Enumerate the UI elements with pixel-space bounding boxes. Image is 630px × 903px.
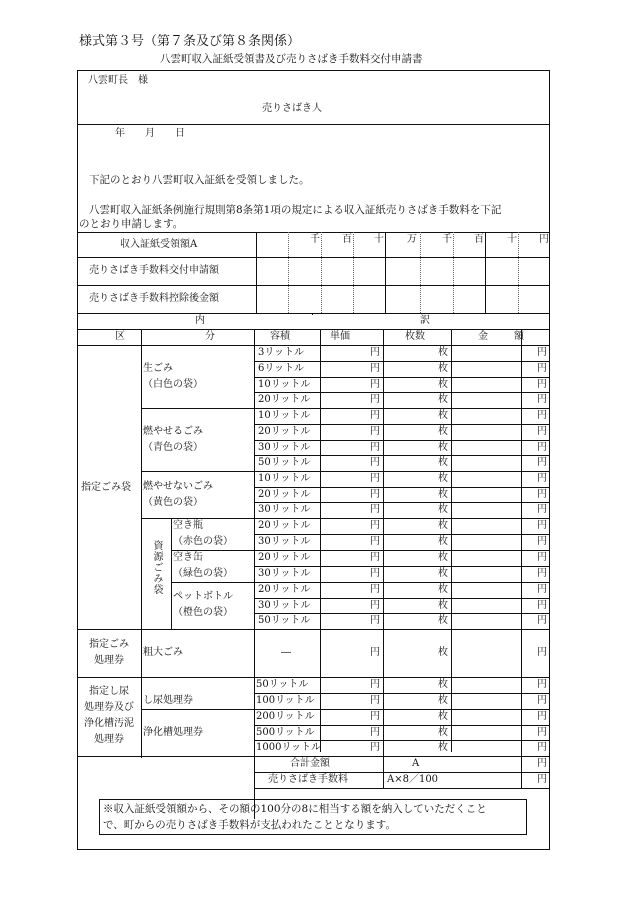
mai-unit: 枚 bbox=[438, 647, 448, 658]
capacity-cell: 10リットル bbox=[258, 410, 311, 421]
yen-unit: 円 bbox=[370, 457, 380, 468]
group-label: （緑色の袋） bbox=[173, 568, 233, 579]
group-label: （黄色の袋） bbox=[143, 497, 203, 508]
mai-unit: 枚 bbox=[438, 442, 448, 453]
ticket-capacity-cell: 50リットル bbox=[256, 679, 309, 690]
mai-unit: 枚 bbox=[438, 615, 448, 626]
yen-unit: 円 bbox=[370, 600, 380, 611]
yen-unit: 円 bbox=[537, 426, 547, 437]
yen-unit: 円 bbox=[537, 600, 547, 611]
mai-unit: 枚 bbox=[438, 347, 448, 358]
ticket-capacity-cell: 500リットル bbox=[256, 727, 315, 738]
capacity-cell: 3リットル bbox=[258, 347, 304, 358]
mai-unit: 枚 bbox=[438, 536, 448, 547]
yen-unit: 円 bbox=[370, 504, 380, 515]
yen-unit: 円 bbox=[370, 379, 380, 390]
yen-unit: 円 bbox=[370, 363, 380, 374]
mai-unit: 枚 bbox=[438, 394, 448, 405]
form-number: 様式第３号（第７条及び第８条関係） bbox=[79, 34, 301, 49]
total-mark: A bbox=[412, 758, 420, 769]
date-line: 年 月 日 bbox=[115, 128, 185, 139]
yen-unit: 円 bbox=[537, 774, 547, 785]
yen-unit: 円 bbox=[537, 758, 547, 769]
ticket-capacity-cell: 1000リットル bbox=[256, 742, 322, 753]
dash: ― bbox=[281, 647, 291, 658]
yen-unit: 円 bbox=[537, 347, 547, 358]
yen-unit: 円 bbox=[370, 647, 380, 658]
mai-unit: 枚 bbox=[438, 711, 448, 722]
capacity-cell: 30リットル bbox=[258, 504, 311, 515]
shigen-label: 資源ごみ袋 bbox=[151, 540, 162, 595]
capacity-cell: 30リットル bbox=[258, 568, 311, 579]
yen-unit: 円 bbox=[537, 727, 547, 738]
yen-unit: 円 bbox=[537, 615, 547, 626]
ticket-capacity-cell: 100リットル bbox=[256, 695, 315, 706]
capacity-cell: 30リットル bbox=[258, 600, 311, 611]
note-box bbox=[99, 799, 527, 835]
yen-unit: 円 bbox=[537, 410, 547, 421]
application-text-1: 八雲町収入証紙条例施行規則第8条第1項の規定による収入証紙売りさばき手数料を下記 bbox=[89, 204, 502, 216]
category-shitei: 指定ごみ袋 bbox=[81, 482, 131, 493]
group-label: （橙色の袋） bbox=[173, 607, 233, 618]
col-ku: 区 bbox=[115, 331, 125, 342]
yen-unit: 円 bbox=[537, 552, 547, 563]
capacity-cell: 10リットル bbox=[258, 473, 311, 484]
capacity-cell: 20リットル bbox=[258, 552, 311, 563]
digit-label: 千 bbox=[442, 234, 452, 245]
yen-unit: 円 bbox=[537, 363, 547, 374]
group-label: 空き瓶 bbox=[173, 520, 203, 531]
mai-unit: 枚 bbox=[438, 410, 448, 421]
yen-unit: 円 bbox=[370, 552, 380, 563]
yen-unit: 円 bbox=[370, 615, 380, 626]
mai-unit: 枚 bbox=[438, 600, 448, 611]
col-amount: 額 bbox=[514, 331, 524, 342]
yen-unit: 円 bbox=[370, 727, 380, 738]
digit-label: 百 bbox=[342, 234, 352, 245]
capacity-cell: 20リットル bbox=[258, 426, 311, 437]
group-label: 空き缶 bbox=[173, 552, 203, 563]
shinyo-label: し尿処理券 bbox=[143, 695, 193, 706]
capacity-cell: 50リットル bbox=[258, 615, 311, 626]
col-bun: 分 bbox=[205, 331, 215, 342]
mai-unit: 枚 bbox=[438, 363, 448, 374]
group-label: ペットボトル bbox=[173, 591, 233, 602]
yen-unit: 円 bbox=[370, 711, 380, 722]
note-line: で、町からの売りさばき手数料が支払われたこととなります。 bbox=[103, 819, 396, 831]
yen-unit: 円 bbox=[370, 742, 380, 753]
capacity-cell: 30リットル bbox=[258, 536, 311, 547]
digit-label: 百 bbox=[474, 234, 484, 245]
mai-unit: 枚 bbox=[438, 520, 448, 531]
yen-unit: 円 bbox=[370, 347, 380, 358]
application-text-2: のとおり申請します。 bbox=[79, 218, 184, 230]
category-sodai: 指定ごみ bbox=[89, 639, 129, 650]
mai-unit: 枚 bbox=[438, 379, 448, 390]
yen-unit: 円 bbox=[537, 742, 547, 753]
capacity-cell: 10リットル bbox=[258, 379, 311, 390]
group-label: （青色の袋） bbox=[143, 442, 203, 453]
mai-unit: 枚 bbox=[438, 457, 448, 468]
yen-unit: 円 bbox=[370, 679, 380, 690]
capacity-cell: 6リットル bbox=[258, 363, 304, 374]
digit-label: 万 bbox=[407, 234, 417, 245]
yen-unit: 円 bbox=[537, 536, 547, 547]
note-line: ※収入証紙受領額から、その額の100分の8に相当する額を納入していただくこと bbox=[103, 803, 487, 815]
yen-unit: 円 bbox=[537, 473, 547, 484]
yen-unit: 円 bbox=[537, 442, 547, 453]
capacity-cell: 20リットル bbox=[258, 394, 311, 405]
total-label: 合計金額 bbox=[290, 758, 330, 769]
mai-unit: 枚 bbox=[438, 742, 448, 753]
group-label: 燃やせるごみ bbox=[143, 426, 203, 437]
yen-unit: 円 bbox=[537, 504, 547, 515]
category-shinyo: 指定し尿 bbox=[89, 686, 129, 697]
group-label: （白色の袋） bbox=[143, 379, 203, 390]
yen-unit: 円 bbox=[370, 520, 380, 531]
yen-unit: 円 bbox=[537, 379, 547, 390]
category-shinyo: 処理券 bbox=[94, 734, 124, 745]
col-price: 単価 bbox=[330, 331, 350, 342]
col-capacity: 容積 bbox=[270, 331, 290, 342]
fee-formula: A×8／100 bbox=[387, 774, 439, 785]
yen-unit: 円 bbox=[537, 457, 547, 468]
mai-unit: 枚 bbox=[438, 727, 448, 738]
digit-label: 十 bbox=[374, 234, 384, 245]
col-count: 枚数 bbox=[405, 331, 425, 342]
yen-unit: 円 bbox=[537, 679, 547, 690]
yen-unit: 円 bbox=[370, 426, 380, 437]
yen-unit: 円 bbox=[370, 536, 380, 547]
fee-label: 売りさばき手数料 bbox=[268, 774, 348, 785]
yen-unit: 円 bbox=[537, 695, 547, 706]
mai-unit: 枚 bbox=[438, 568, 448, 579]
yen-unit: 円 bbox=[537, 647, 547, 658]
col-amount: 金 bbox=[478, 331, 488, 342]
yen-unit: 円 bbox=[370, 442, 380, 453]
amount-row-label: 売りさばき手数料交付申請額 bbox=[89, 265, 219, 276]
category-shinyo: 浄化槽汚泥 bbox=[84, 718, 134, 729]
category-shinyo: 処理券及び bbox=[84, 702, 134, 713]
capacity-cell: 20リットル bbox=[258, 520, 311, 531]
mai-unit: 枚 bbox=[438, 489, 448, 500]
mai-unit: 枚 bbox=[438, 679, 448, 690]
yen-unit: 円 bbox=[370, 489, 380, 500]
yen-unit: 円 bbox=[370, 394, 380, 405]
receipt-text: 下記のとおり八雲町収入証紙を受領しました。 bbox=[89, 174, 310, 186]
yen-unit: 円 bbox=[537, 568, 547, 579]
seller-label: 売りさばき人 bbox=[262, 103, 322, 114]
digit-label: 十 bbox=[507, 234, 517, 245]
group-label: 生ごみ bbox=[143, 363, 173, 374]
group-label: （赤色の袋） bbox=[173, 536, 233, 547]
mai-unit: 枚 bbox=[438, 504, 448, 515]
yen-unit: 円 bbox=[537, 489, 547, 500]
yen-unit: 円 bbox=[537, 394, 547, 405]
amount-row-label: 売りさばき手数料控除後金額 bbox=[89, 293, 219, 304]
ticket-capacity-cell: 200リットル bbox=[256, 711, 315, 722]
capacity-cell: 30リットル bbox=[258, 442, 311, 453]
yen-unit: 円 bbox=[537, 711, 547, 722]
yen-unit: 円 bbox=[370, 695, 380, 706]
yen-unit: 円 bbox=[537, 520, 547, 531]
group-label: 燃やせないごみ bbox=[143, 481, 213, 492]
digit-label: 円 bbox=[539, 234, 549, 245]
digit-label: 千 bbox=[310, 234, 320, 245]
yen-unit: 円 bbox=[370, 410, 380, 421]
breakdown-wake: 訳 bbox=[420, 315, 430, 326]
form-title: 八雲町収入証紙受領書及び売りさばき手数料交付申請書 bbox=[160, 53, 423, 65]
addressee: 八雲町長 様 bbox=[88, 75, 148, 86]
category-sodai: 処理券 bbox=[94, 655, 124, 666]
mai-unit: 枚 bbox=[438, 552, 448, 563]
capacity-cell: 20リットル bbox=[258, 489, 311, 500]
capacity-cell: 20リットル bbox=[258, 584, 311, 595]
mai-unit: 枚 bbox=[438, 584, 448, 595]
yen-unit: 円 bbox=[537, 584, 547, 595]
mai-unit: 枚 bbox=[438, 426, 448, 437]
yen-unit: 円 bbox=[370, 568, 380, 579]
breakdown-uchi: 内 bbox=[195, 315, 205, 326]
capacity-cell: 50リットル bbox=[258, 457, 311, 468]
mai-unit: 枚 bbox=[438, 473, 448, 484]
jokaso-label: 浄化槽処理券 bbox=[143, 727, 203, 738]
yen-unit: 円 bbox=[370, 584, 380, 595]
amount-row-label: 収入証紙受領額A bbox=[120, 239, 198, 250]
yen-unit: 円 bbox=[370, 473, 380, 484]
sodai-label: 粗大ごみ bbox=[143, 647, 183, 658]
mai-unit: 枚 bbox=[438, 695, 448, 706]
